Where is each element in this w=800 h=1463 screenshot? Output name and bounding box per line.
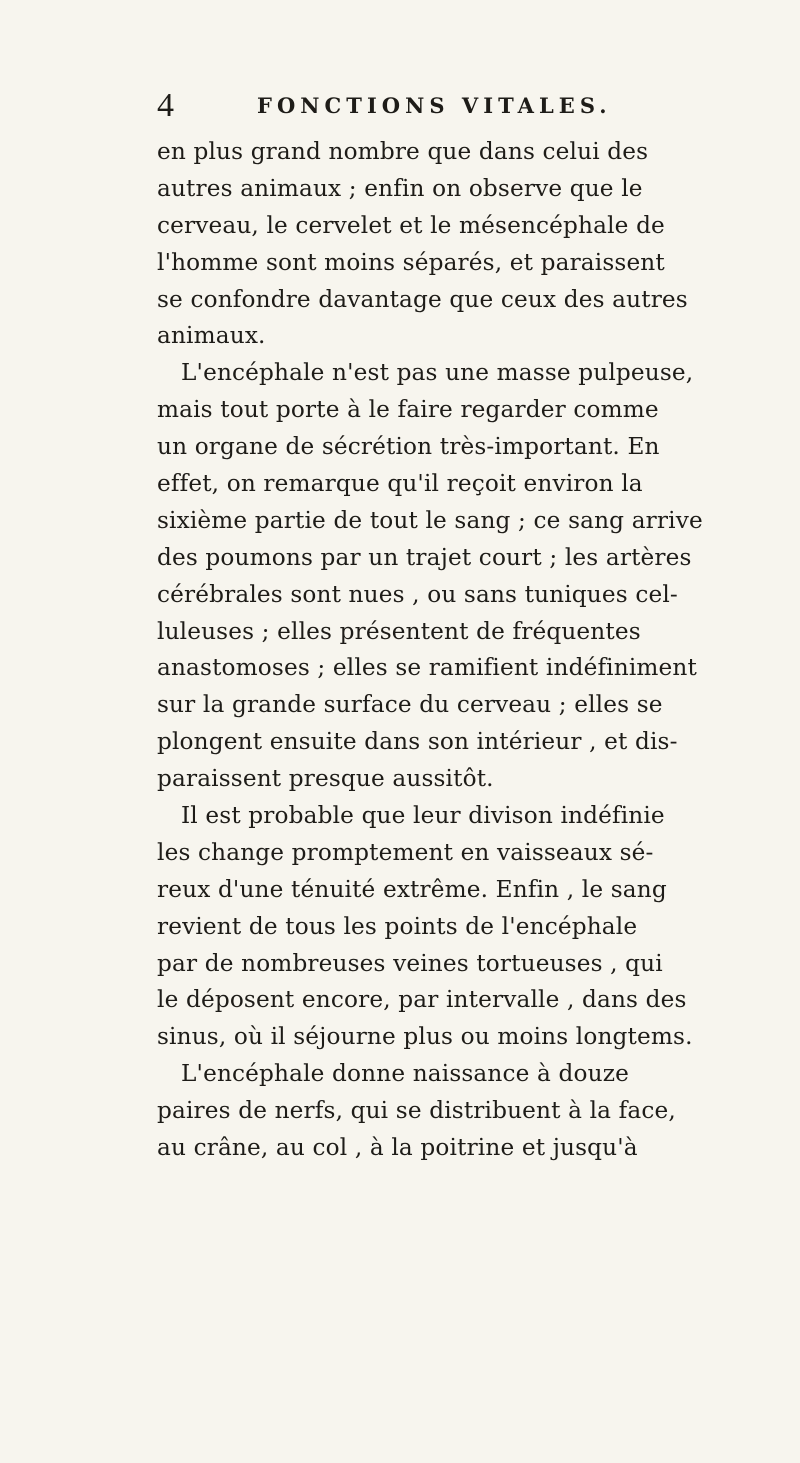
- text-line: les change promptement en vaisseaux sé-: [157, 838, 654, 866]
- text-line: animaux.: [157, 322, 266, 350]
- text-line: luleuses ; elles présentent de fréquentes: [157, 617, 641, 645]
- text-line: cérébrales sont nues , ou sans tuniques cel-: [157, 580, 678, 608]
- text-line: revient de tous les points de l'encéphale: [157, 912, 638, 940]
- text-line: au crâne, au col , à la poitrine et jusqu'à: [157, 1134, 638, 1162]
- running-head: [157, 86, 757, 126]
- paragraph-start-line: L'encéphale n'est pas une masse pulpeuse,: [181, 359, 694, 387]
- text-line: en plus grand nombre que dans celui des: [157, 138, 649, 165]
- text-line: un organe de sécrétion très-important. En: [157, 433, 660, 461]
- text-line: plongent ensuite dans son intérieur , et dis-: [157, 728, 678, 756]
- text-line: sinus, où il séjourne plus ou moins longtems.: [157, 1023, 693, 1051]
- text-line: anastomoses ; elles se ramifient indéfiniment: [157, 654, 697, 682]
- text-line: autres animaux ; enfin on observe que le: [157, 174, 643, 202]
- text-line: reux d'une ténuité extrême. Enfin , le sang: [157, 875, 667, 903]
- text-line: par de nombreuses veines tortueuses , qui: [157, 949, 663, 977]
- text-line: se confondre davantage que ceux des autres: [157, 285, 688, 313]
- text-line: des poumons par un trajet court ; les artères: [157, 543, 692, 571]
- text-line: effet, on remarque qu'il reçoit environ la: [157, 470, 643, 498]
- text-line: sixième partie de tout le sang ; ce sang arrive: [157, 506, 703, 534]
- text-line: paraissent presque aussitôt.: [157, 765, 494, 793]
- text-line: paires de nerfs, qui se distribuent à la face,: [157, 1097, 676, 1125]
- text-line: l'homme sont moins séparés, et paraissent: [157, 248, 665, 276]
- text-line: mais tout porte à le faire regarder comme: [157, 396, 659, 424]
- running-title: FONCTIONS VITALES.: [257, 93, 612, 118]
- paragraph-start-line: L'encéphale donne naissance à douze: [181, 1060, 629, 1088]
- text-line: sur la grande surface du cerveau ; elles se: [157, 691, 663, 719]
- paragraph-start-line: Il est probable que leur divison indéfinie: [181, 802, 665, 830]
- page-number: 4: [157, 87, 174, 124]
- body-text: [157, 134, 787, 1167]
- text-line: cerveau, le cervelet et le mésencéphale de: [157, 211, 665, 239]
- text-line: le déposent encore, par intervalle , dans des: [157, 986, 687, 1014]
